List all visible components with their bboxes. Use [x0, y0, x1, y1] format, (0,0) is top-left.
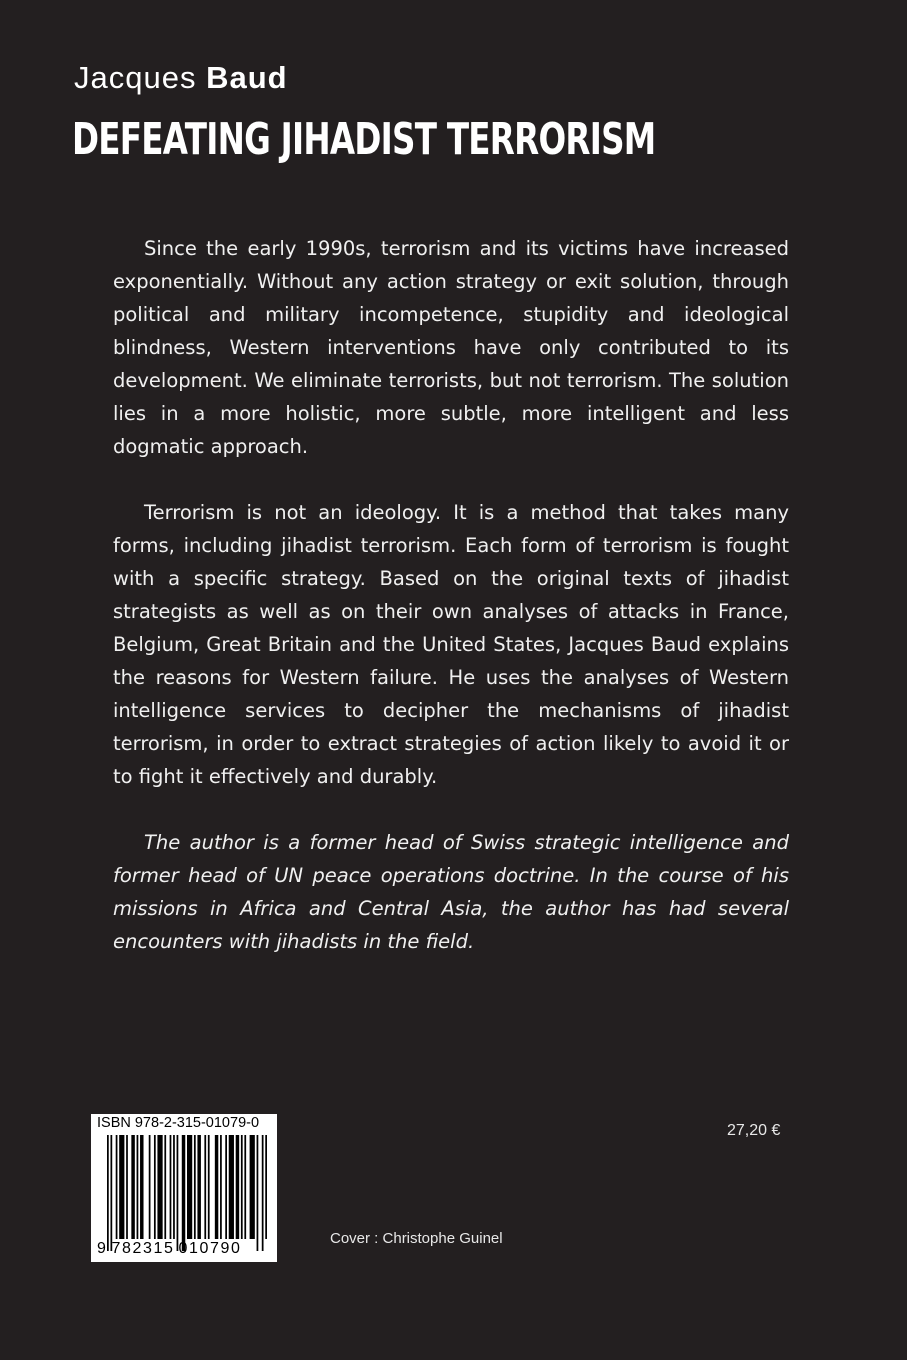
- barcode-bars: [107, 1135, 267, 1251]
- author-first-name: Jacques: [74, 60, 197, 95]
- barcode-bar: [225, 1135, 227, 1239]
- isbn-label: ISBN 978-2-315-01079-0: [97, 1115, 260, 1131]
- author-bio-paragraph: The author is a former head of Swiss strategic intelligence and former head of UN peace operations doctrine. In the course of his missions in Africa and Central Asia, the author has had several encounters with jihadists in the field.: [113, 831, 789, 953]
- barcode-bar: [194, 1135, 196, 1239]
- barcode-bar: [208, 1135, 210, 1239]
- barcode-bar: [116, 1135, 118, 1239]
- barcode-bar: [107, 1135, 109, 1251]
- barcode-bar: [157, 1135, 162, 1239]
- barcode-bar: [131, 1135, 134, 1239]
- barcode-bar: [177, 1135, 179, 1251]
- blurb-paragraph-2: Terrorism is not an ideology. It is a method that takes many forms, including jihadist terrorism. Each form of terrorism is fought with a specific strategy. Based on the original texts of jihadist strategists as well as on their own analyses of attacks in France, Belgium, Great Britain and the United States, Jacques Baud explains the reasons for Western failure. He uses the analyses of Western intelligence services to decipher the mechanisms of jihadist terrorism, in order to extract strategies of action likely to avoid it or to fight it effectively and durably.: [113, 501, 789, 788]
- barcode-bar: [137, 1135, 139, 1239]
- blurb-paragraph-1: Since the early 1990s, terrorism and its victims have increased exponentially. Without any action strategy or exit solution, through political and military incompetence, stupidity and ideological blindness, Western interventions have only contributed to its development. We eliminate terrorists, but not terrorism. The solution lies in a more holistic, more subtle, more intelligent and less dogmatic approach.: [113, 237, 789, 458]
- ean-digits: [97, 1240, 242, 1258]
- cover-credit: Cover : Christophe Guinel: [330, 1230, 503, 1247]
- barcode-bar: [187, 1135, 192, 1239]
- barcode-bar: [241, 1135, 243, 1239]
- barcode-bar: [170, 1135, 172, 1239]
- barcode-bar: [257, 1135, 259, 1251]
- back-cover-blurb: [113, 232, 789, 991]
- barcode-bar: [262, 1135, 264, 1251]
- barcode-bar: [154, 1135, 156, 1239]
- author-last-name: Baud: [206, 60, 288, 95]
- barcode-bar: [149, 1135, 151, 1239]
- barcode-bar: [140, 1135, 143, 1239]
- barcode-bar: [173, 1135, 175, 1239]
- book-title: DEFEATING JIHADIST TERRORISM: [72, 114, 656, 165]
- barcode-bar: [215, 1135, 218, 1239]
- barcode-bar: [182, 1135, 185, 1251]
- isbn-barcode: [91, 1114, 277, 1262]
- barcode-bar: [110, 1135, 112, 1251]
- barcode-bar: [197, 1135, 200, 1239]
- barcode-bar: [126, 1135, 128, 1239]
- barcode-bar: [244, 1135, 246, 1239]
- barcode-bar: [220, 1135, 222, 1239]
- barcode-bar: [236, 1135, 239, 1239]
- author-name: [74, 60, 288, 96]
- price-label: 27,20 €: [727, 1122, 781, 1139]
- barcode-bar: [265, 1135, 267, 1239]
- barcode-bar: [229, 1135, 234, 1239]
- barcode-bar: [204, 1135, 206, 1239]
- barcode-bar: [119, 1135, 124, 1239]
- ean-lead-digit: 9: [97, 1240, 108, 1257]
- barcode-bar: [164, 1135, 166, 1239]
- barcode-bar: [250, 1135, 255, 1239]
- ean-left-group: 782315: [111, 1240, 175, 1257]
- ean-right-group: 010790: [178, 1240, 242, 1257]
